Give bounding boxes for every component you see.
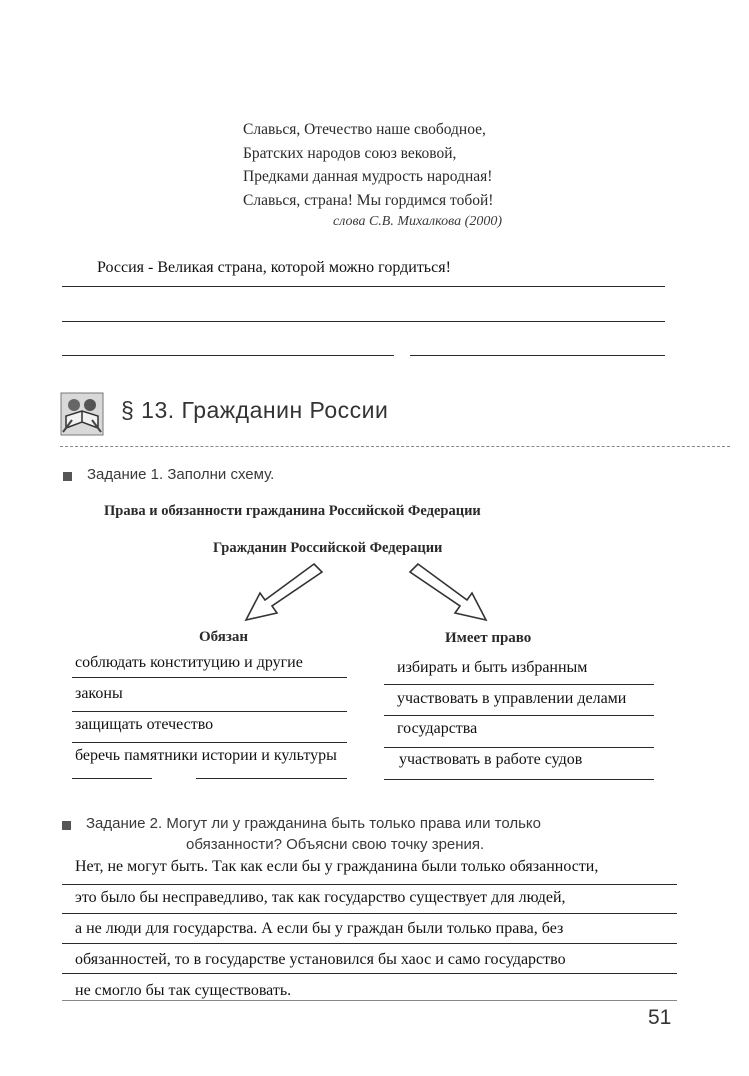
right-item: государства: [397, 720, 478, 737]
writing-line: [72, 778, 152, 779]
task2-label-line2: обязанности? Объясни свою точку зрения.: [186, 836, 485, 853]
writing-line: [62, 1000, 677, 1001]
poem-line: Славься, страна! Мы гордимся тобой!: [243, 191, 494, 209]
task2-answer-line: Нет, не могут быть. Так как если бы у гражданина были только обязанности,: [75, 858, 599, 875]
writing-line: [410, 355, 665, 356]
task2-answer-line: обязанностей, то в государстве установился бы хаос и само государство: [75, 951, 566, 968]
poem: [243, 118, 493, 212]
task2-answer-line: не смогло бы так существовать.: [75, 982, 292, 999]
poem-line: Славься, Отечество наше свободное,: [243, 121, 486, 138]
poem-line: Предками данная мудрость народная!: [243, 168, 493, 185]
book-reading-icon: [60, 392, 104, 436]
writing-line: [62, 355, 394, 356]
section-title: § 13. Гражданин России: [121, 397, 389, 423]
writing-line: [62, 913, 677, 914]
writing-line: [72, 677, 347, 678]
page-number: 51: [648, 1006, 672, 1029]
writing-line: [62, 321, 665, 322]
right-item: участвовать в работе судов: [399, 751, 583, 768]
task1-label: Задание 1. Заполни схему.: [87, 466, 275, 483]
poem-line: Братских народов союз вековой,: [243, 144, 457, 162]
scheme-root: Гражданин Российской Федерации: [213, 540, 443, 556]
writing-line: [62, 884, 677, 885]
arrow-left-icon: [244, 562, 324, 624]
task2-answer-line: а не люди для государства. А если бы у граждан были только права, без: [75, 920, 564, 937]
task2-label-line1: Задание 2. Могут ли у гражданина быть только права или только: [86, 815, 541, 832]
right-item: участвовать в управлении делами: [397, 690, 627, 707]
writing-line: [72, 742, 347, 743]
writing-line: [384, 747, 654, 748]
bullet-icon: [62, 821, 71, 830]
writing-line: [196, 778, 347, 779]
writing-line: [384, 684, 654, 685]
arrow-right-icon: [408, 562, 488, 624]
answer-russia: Россия - Великая страна, которой можно гордиться!: [97, 259, 451, 276]
bullet-icon: [63, 472, 72, 481]
section-divider: [60, 446, 730, 447]
writing-line: [62, 943, 677, 944]
scheme-title: Права и обязанности гражданина Российской Федерации: [104, 503, 481, 519]
right-item: избирать и быть избранным: [397, 659, 588, 676]
duty-item: беречь памятники истории и культуры: [75, 747, 337, 764]
writing-line: [384, 715, 654, 716]
writing-line: [384, 779, 654, 780]
task2-answer-line: это было бы несправедливо, так как государство существует для людей,: [75, 889, 566, 906]
duty-item: соблюдать конституцию и другие: [75, 654, 303, 671]
poem-author: слова С.В. Михалкова (2000): [333, 214, 502, 229]
right-header: Имеет право: [445, 630, 532, 646]
writing-line: [72, 711, 347, 712]
left-header: Обязан: [199, 629, 249, 645]
writing-line: [62, 973, 677, 974]
writing-line: [62, 286, 665, 287]
duty-item: законы: [75, 685, 123, 702]
duty-item: защищать отечество: [75, 716, 214, 733]
